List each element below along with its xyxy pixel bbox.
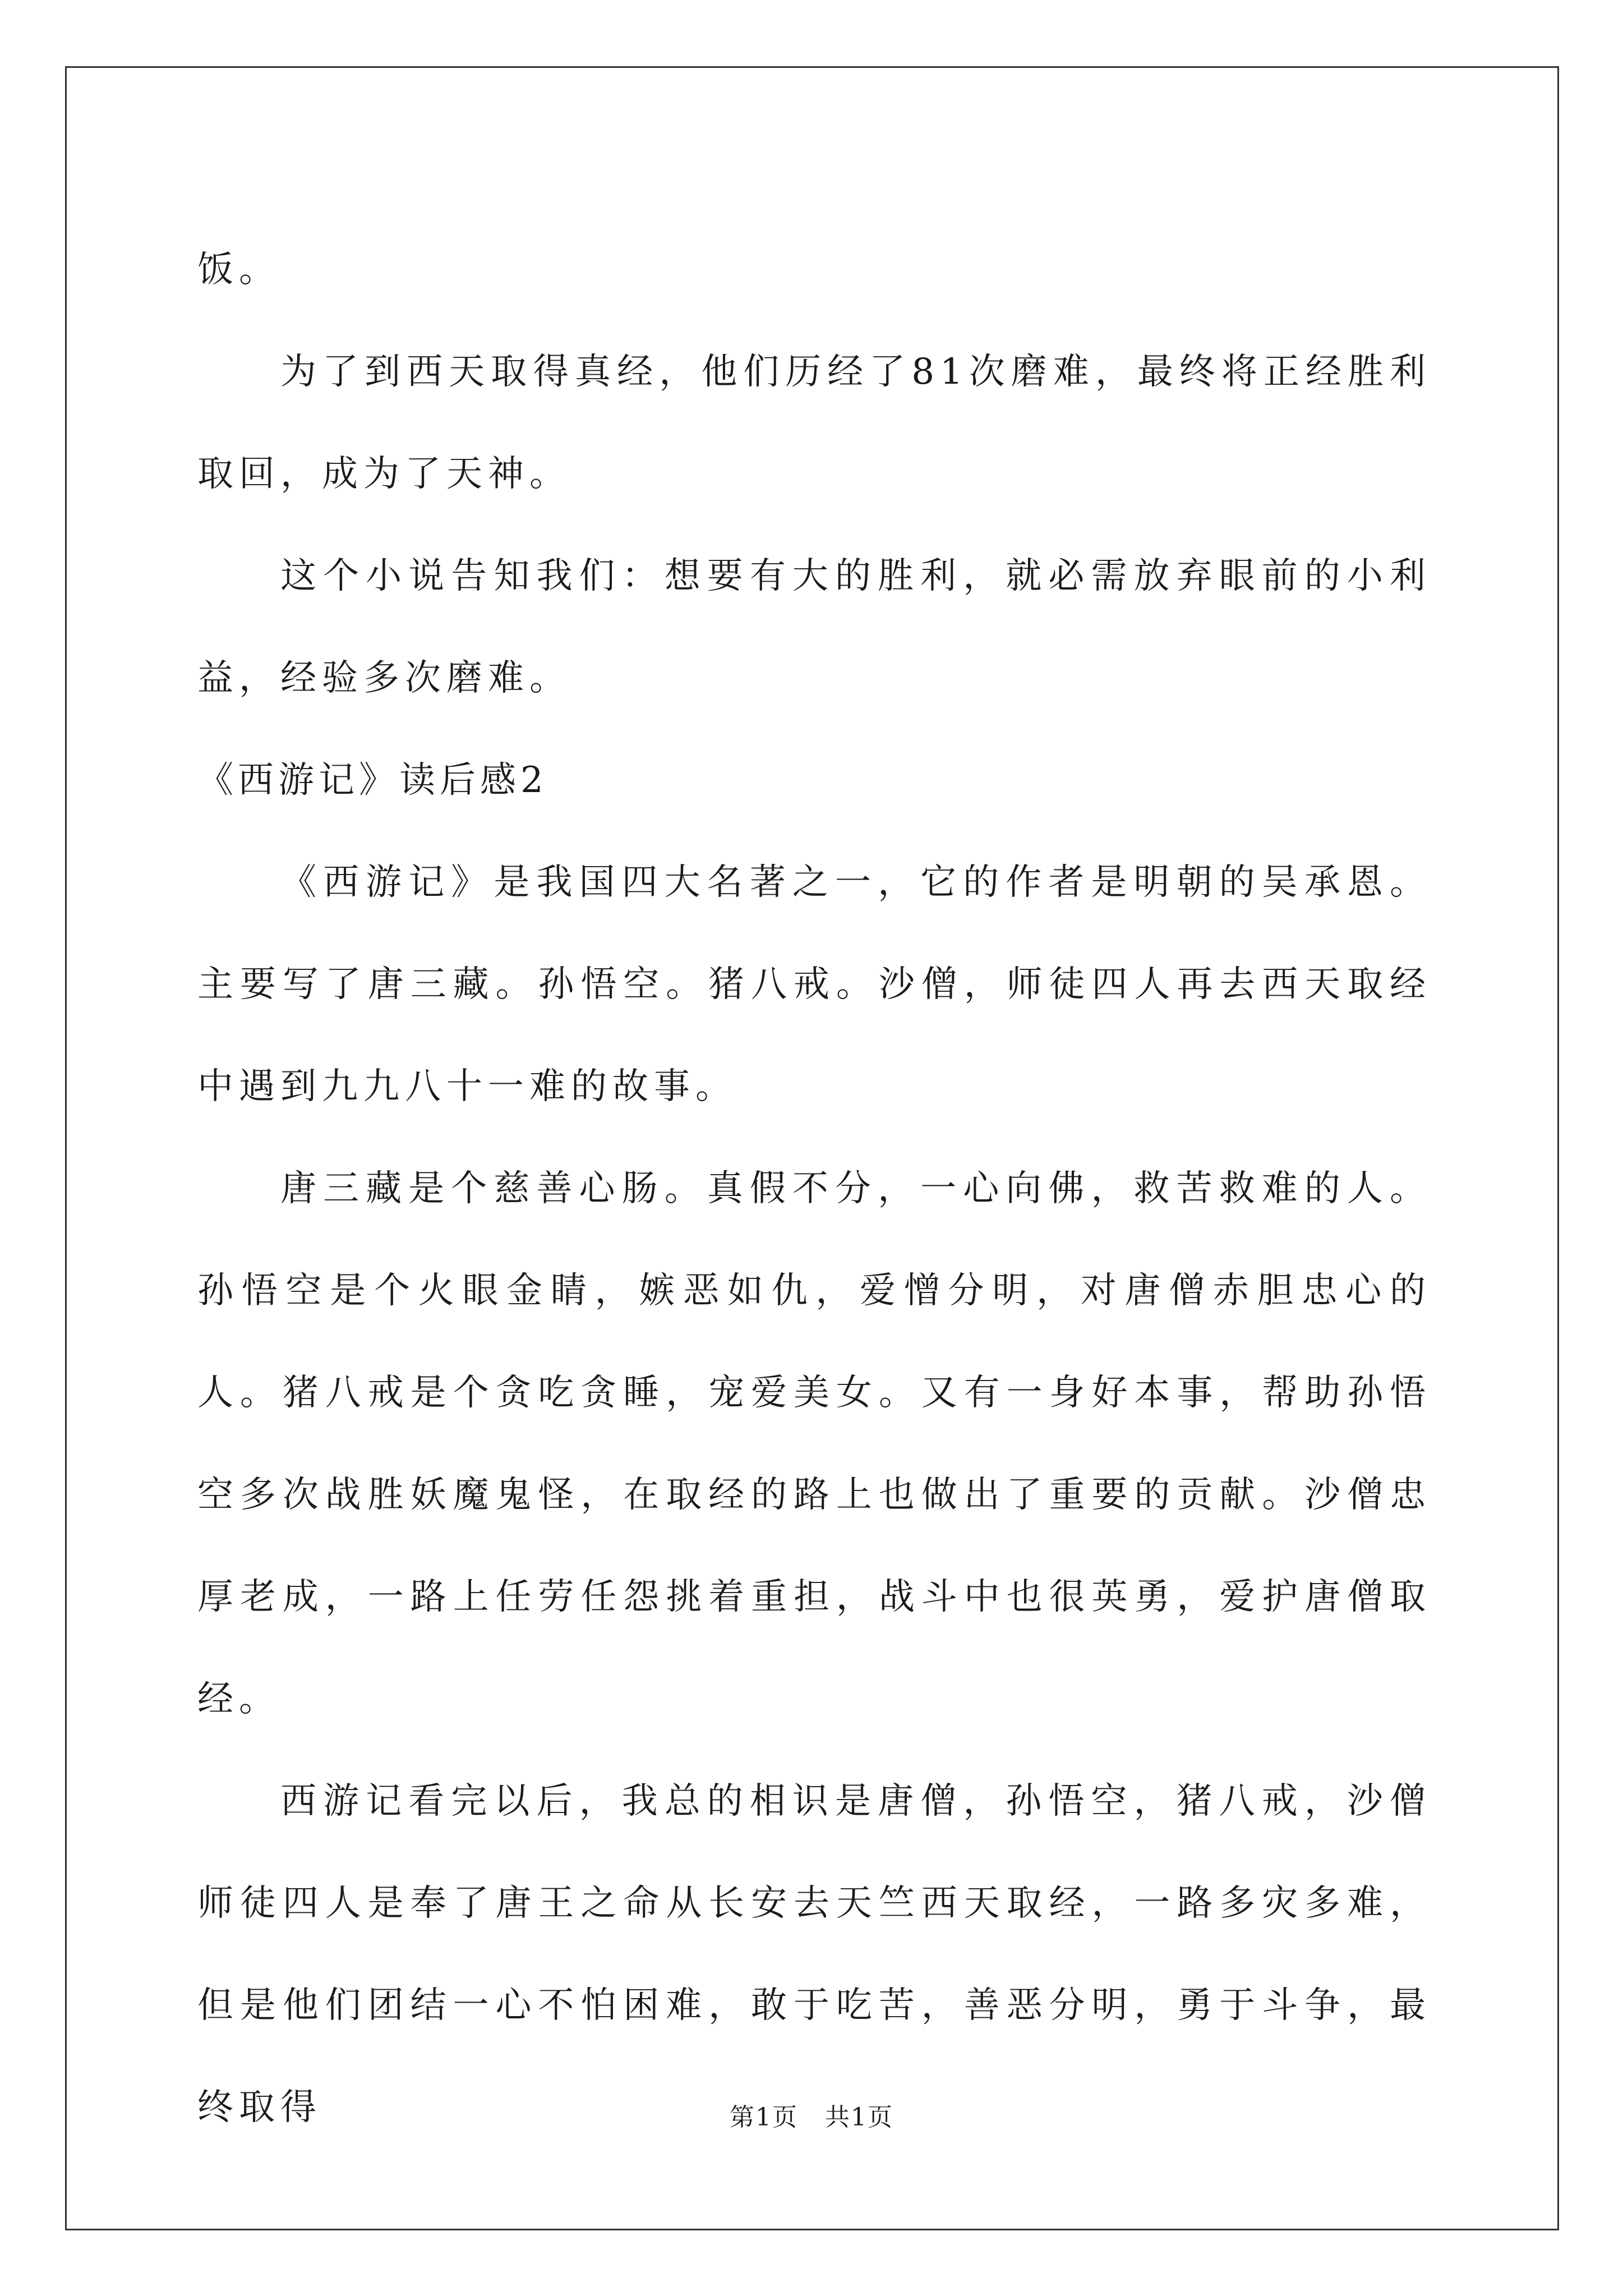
paragraph: 这个小说告知我们：想要有大的胜利，就必需放弃眼前的小利益，经验多次磨难。 [197,555,1431,699]
paragraph: 《西游记》是我国四大名著之一，它的作者是明朝的吴承恩。主要写了唐三藏。孙悟空。猪八戒。沙僧，师徒四人再去西天取经中遇到九九八十一难的故事。 [197,862,1431,1107]
page-number: 第1页 [730,2103,798,2132]
section-heading: 《西游记》读后感2 [197,760,548,801]
document-body [197,219,1431,2159]
page-total: 共1页 [825,2103,893,2132]
page-footer [0,2097,1623,2133]
paragraph: 唐三藏是个慈善心肠。真假不分，一心向佛，救苦救难的人。孙悟空是个火眼金睛，嫉恶如仇，爱憎分明，对唐僧赤胆忠心的人。猪八戒是个贪吃贪睡，宠爱美女。又有一身好本事，帮助孙悟空多次战胜妖魔鬼怪，在取经的路上也做出了重要的贡献。沙僧忠厚老成，一路上任劳任怨挑着重担，战斗中也很英勇，爱护唐僧取经。 [197,1168,1431,1720]
paragraph: 为了到西天取得真经，他们历经了81次磨难，最终将正经胜利取回，成为了天神。 [197,351,1431,495]
paragraph: 饭。 [197,249,280,291]
paragraph: 西游记看完以后，我总的相识是唐僧，孙悟空，猪八戒，沙僧师徒四人是奉了唐王之命从长安去天竺西天取经，一路多灾多难，但是他们团结一心不怕困难，敢于吃苦，善恶分明，勇于斗争，最终取得 [197,1780,1431,2128]
